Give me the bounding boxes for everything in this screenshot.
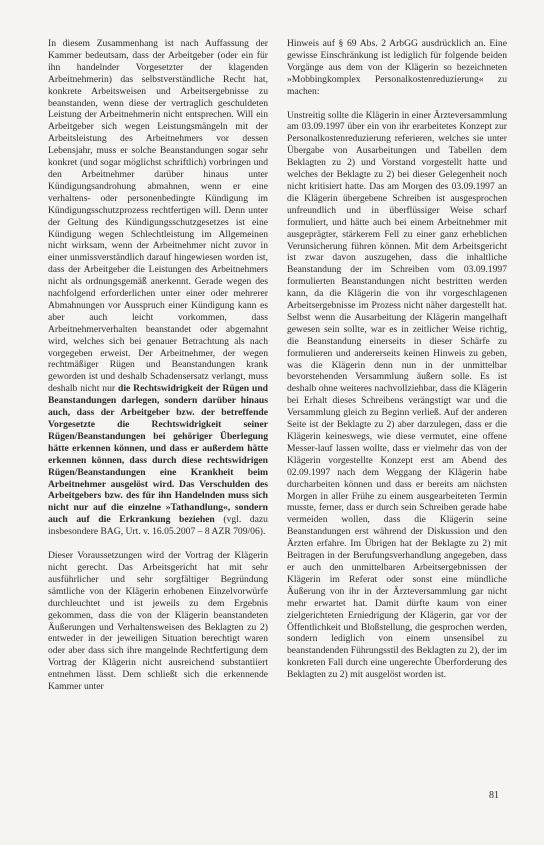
left-paragraph-2: Dieser Voraussetzungen wird der Vortrag der Klägerin nicht gerecht. Das Arbeitsgericht hat mit sehr ausführlicher und sehr sorgfältiger Begründung sämtliche von der Klägerin erhobenen Einzelvorwürfe durchleuchtet und ist jeweils zu dem Ergebnis gekommen, dass die von der Klägerin beanstandeten Äußerungen und Verhaltensweisen des Beklagten zu 2) entweder in der jeweiligen Situation berechtigt waren oder aber dass sich ihre mangelnde Rechtfertigung dem Vortrag der Klägerin nicht ausreichend substantiiert entnehmen lässt. Dem schließt sich die erkennende Kammer unter xyxy=(48,550,268,693)
left-paragraph-1-bold-passage: die Rechtswidrigkeit der Rügen und Beanstandungen darlegen, sondern darüber hinaus auch, dass der Arbeitgeber bzw. der betreffende Vorgesetzte die Rechtswidrigkeit seiner Rügen/Beanstandungen bei gehöriger Überlegung hätte erkennen können, und dass er außerdem hätte erkennen können, dass durch diese rechtswidrigen Rügen/Beanstandungen eine Krankheit beim Arbeitnehmer ausgelöst wird. Das Verschulden des Arbeitgebers bzw. des für ihn Handelnden muss sich nicht nur auf die einzelne »Tathandlung«, sondern auch auf die Erkrankung beziehen xyxy=(48,383,268,526)
page-number: 81 xyxy=(489,790,499,801)
left-paragraph-1-citation: (vgl. dazu insbesondere BAG, Urt. v. 16.05.2007 – 8 AZR 709/06). xyxy=(48,514,268,538)
left-paragraph-1-intro: In diesem Zusammenhang ist nach Auffassung der Kammer bedeutsam, dass der Arbeitgeber (oder ein für ihn handelnder Vorgesetzter der klagenden Arbeitnehmerin) das selbstverständliche Recht hat, konkrete Arbeitsweisen und Arbeitsergebnisse zu beanstanden, wenn diese der vertraglich geschuldeten Leistung der Arbeitnehmerin nicht entsprechen. Will ein Arbeitgeber sich wegen Leistungsmängeln mit der Arbeitsleistung des Arbeitnehmers vor dessen Lebensjahr, muss er solche Beanstandungen sogar sehr konkret (und sogar möglichst schriftlich) vorbringen und den Arbeitnehmer darüber hinaus unter Kündigungsandrohung abmahnen, wenn er eine verhaltens- oder personenbedingte Kündigung im Kündigungsschutzprozess rechtfertigen will. Denn unter der Geltung des Kündigungsschutzgesetzes ist eine Kündigung wegen Schlechtleistung im Allgemeinen nicht wirksam, wenn der Arbeitnehmer nicht zuvor in einer unmissverständlich darauf hingewiesen worden ist, dass der Arbeitgeber die Leistungen des Arbeitnehmers nicht als ordnungsgemäß anerkennt. Gerade wegen des nachfolgend erforderlichen unter einer oder mehrerer Abmahnungen vor Ausspruch einer Kündigung kann es aber auch leicht vorkommen, dass Arbeitnehmerverhalten beanstandet oder abgemahnt wird, welches sich bei genauer Betrachtung als nach vorgegeben erweist. Der Arbeitnehmer, der wegen rechtmäßiger Rügen und Beanstandungen krank geworden ist und deshalb Schadensersatz verlangt, muss deshalb nicht nur xyxy=(48,38,268,395)
left-paragraph-1 xyxy=(48,38,268,538)
left-column xyxy=(48,38,268,693)
right-column xyxy=(287,38,507,681)
right-paragraph-2: Unstreitig sollte die Klägerin in einer Ärzteversammlung am 03.09.1997 über ein von ihr erarbeitetes Konzept zur Personalkostenreduzierung referieren, welches sie unter Übergabe von Ausarbeitungen und Tabellen dem Beklagten zu 2) und Vorstand vorgestellt hatte und welches der Beklagte zu 2) bei dieser Gelegenheit noch nicht kritisiert hatte. Das am Morgen des 03.09.1997 an die Klägerin übergebene Schreiben ist ausgesprochen unfreundlich und in überflüssiger Weise scharf formuliert, und hätte auch bei einem Arbeitnehmer mit ausgeprägter, stärkerem Fell zu einer ganz erheblichen Verunsicherung führen können. Mit dem Arbeitsgericht ist zwar davon auszugehen, dass die inhaltliche Beanstandung der im Schreiben vom 03.09.1997 formulierten Beanstandungen nicht bestritten werden kann, da die Klägerin die von ihr vorgeschlagenen Arbeitsergebnisse im Prozess nicht näher dargestellt hat. Selbst wenn die Ausarbeitung der Klägerin mangelhaft gewesen sein sollte, war es in zeitlicher Weise richtig, die Beanstandung einerseits in dieser Schärfe zu formulieren und andererseits keinen Hinweis zu geben, was die Klägerin denn nun in der unmittelbar bevorstehenden Versammlung äußern solle. Es ist deshalb ohne weiteres nachvollziehbar, dass die Klägerin bei Erhalt dieses Schreibens verängstigt war und die Versammlung gleich zu Beginn verließ. Auf der anderen Seite ist der Beklagte zu 2) aber darzulegen, dass er die Klägerin keineswegs, wie diese vermutet, eine offene Messer-lauf lassen wollte, dass er vielmehr das von der Klägerin vorgestellte Konzept erst am Abend des 02.09.1997 nach dem Weggang der Klägerin habe durcharbeiten können und dass er bereits am nächsten Morgen in aller Frühe zu einem ausgearbeiteten Termin musste, ferner, dass er durch sein Schreiben gerade habe vermeiden wollen, dass die Klägerin seine Beanstandungen erst während der Diskussion und den Ärzten erfahre. Im Übrigen hat der Beklagte zu 2) mit Beitragen in der Berufungsverhandlung angegeben, dass er auch den unmittelbaren Arbeitsergebnissen der Klägerin im Referat oder sonst eine mündliche Äußerung von ihr in der Ärzteversammlung gar nicht mehr erwartet hat. Damit dürfte kaum von einer zielgerichteten Erniedrigung der Klägerin, gar vor der Öffentlichkeit und Bloßstellung, die gesprochen werden, sondern lediglich von einem unsensibel zu beanstandenden Führungsstil des Beklagten zu 2), der im konkreten Fall durch eine ungerechte Überforderung des Beklagten zu 2) mit ausgelöst worden ist. xyxy=(287,109,507,681)
right-paragraph-1: Hinweis auf § 69 Abs. 2 ArbGG ausdrücklich an. Eine gewisse Einschränkung ist lediglich für folgende beiden Vorgänge aus dem von der Klägerin so bezeichneten »Mobbingkomplex Personalkostenreduzierung« zu machen: xyxy=(287,38,507,97)
